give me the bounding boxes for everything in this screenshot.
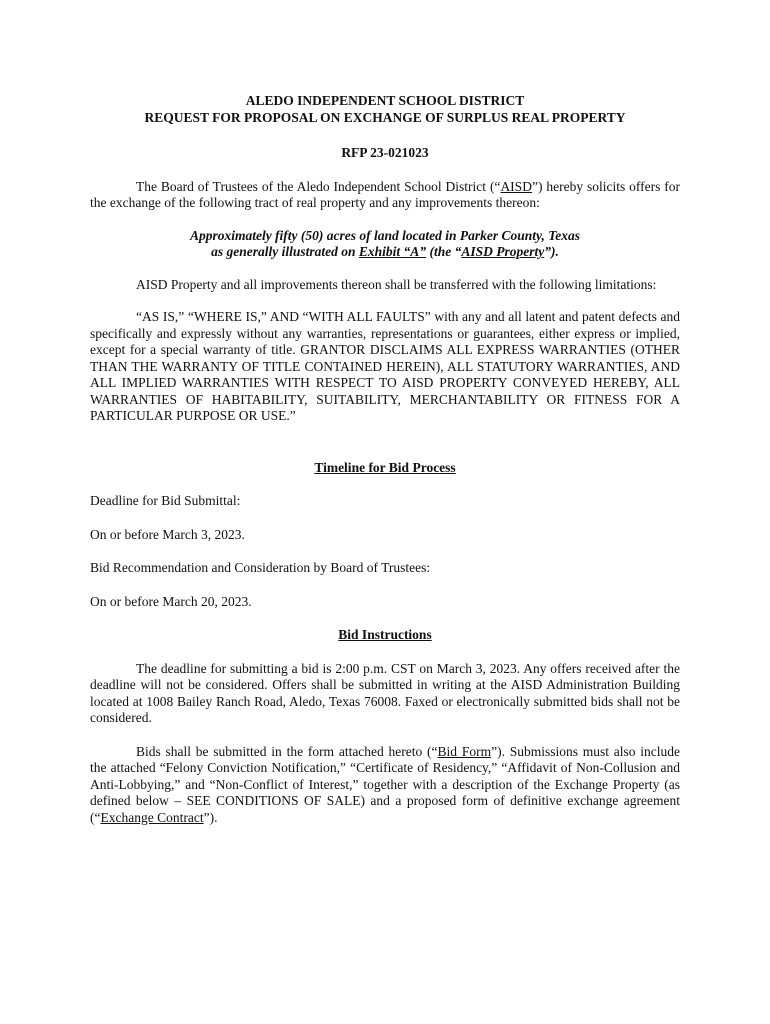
limitations-intro: AISD Property and all improvements thereon shall be transferred with the following limitations: xyxy=(136,276,657,292)
exchange-contract-term: Exchange Contract xyxy=(100,809,204,825)
recommendation-label: Bid Recommendation and Consideration by Board of Trustees: xyxy=(90,560,431,575)
document-page xyxy=(90,93,680,826)
property-line-2: as generally illustrated on Exhibit “A” (the “AISD Property”). xyxy=(211,244,559,259)
intro-paragraph: The Board of Trustees of the Aledo Independent School District (“AISD”) hereby solicits offers for the exchange of the following tract of real property and any improvements thereon: xyxy=(90,178,681,210)
instructions-paragraph-1: The deadline for submitting a bid is 2:00 p.m. CST on March 3, 2023. Any offers received after the deadline will not be considered. Offers shall be submitted in writing at the AISD Administration Building located at 1008 Bailey Ranch Road, Aledo, Texas 76008. Faxed or electronically submitted bids shall not be considered. xyxy=(90,660,680,725)
recommendation-date: On or before March 20, 2023. xyxy=(90,593,252,609)
aisd-term: AISD xyxy=(500,178,532,194)
deadline-label: Deadline for Bid Submittal: xyxy=(90,493,241,508)
timeline-heading: Timeline for Bid Process xyxy=(314,459,456,475)
district-title: ALEDO INDEPENDENT SCHOOL DISTRICT xyxy=(245,93,525,108)
aisd-property-term: AISD Property xyxy=(461,244,545,259)
exhibit-term: Exhibit “A” xyxy=(358,244,427,259)
deadline-date: On or before March 3, 2023. xyxy=(90,526,245,542)
rfp-title: REQUEST FOR PROPOSAL ON EXCHANGE OF SURPLUS REAL PROPERTY xyxy=(144,109,626,125)
bid-form-term: Bid Form xyxy=(437,743,492,759)
as-is-clause: “AS IS,” “WHERE IS,” AND “WITH ALL FAULTS” with any and all latent and patent defects and specifically and expressly without any warranties, representations or guarantees, either express or implied, except for a special warranty of title. GRANTOR DISCLAIMS ALL EXPRESS WARRANTIES (OTHER THAN THE WARRANTY OF TITLE CONTAINED HEREIN), ALL STATUTORY WARRANTIES, AND ALL IMPLIED WARRANTIES WITH RESPECT TO AISD PROPERTY CONVEYED HEREBY, ALL WARRANTIES OF HABITABILITY, SUITABILITY, MERCHANTABILITY OR FITNESS FOR A PARTICULAR PURPOSE OR USE.” xyxy=(90,309,680,423)
property-line-1: Approximately fifty (50) acres of land located in Parker County, Texas xyxy=(189,227,581,243)
instructions-paragraph-2: Bids shall be submitted in the form attached hereto (“Bid Form”). Submissions must also include the attached “Felony Conviction Notification,” “Certificate of Residency,” “Affidavit of Non-Collusion and Anti-Lobbying,” and “Non-Conflict of Interest,” together with a description of the Exchange Property (as defined below – SEE CONDITIONS OF SALE) and a proposed form of definitive exchange agreement (“Exchange Contract”). xyxy=(90,743,681,825)
rfp-number: RFP 23-021023 xyxy=(341,145,429,160)
instructions-heading: Bid Instructions xyxy=(338,627,432,642)
